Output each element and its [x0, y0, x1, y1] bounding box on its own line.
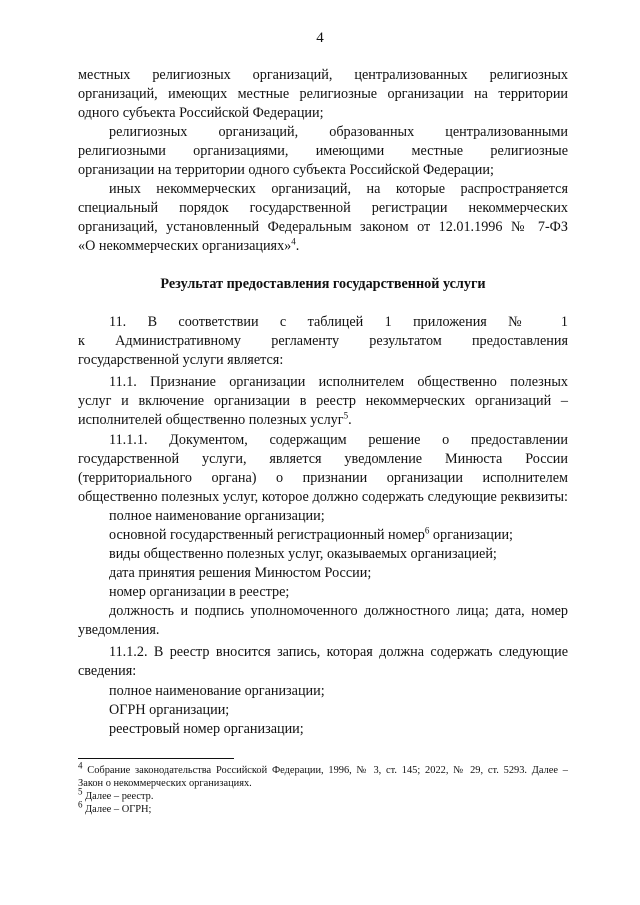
paragraph-line — [78, 199, 568, 218]
line-text: услуг и включение организации в реестр некоммерческих организаций – — [78, 393, 568, 409]
line-text: ОГРН организации; — [109, 702, 230, 718]
line-text: 11. В соответствии с таблицей 1 приложения № 1 — [109, 314, 568, 330]
line-text: (территориального органа) о признании организации исполнителем — [78, 470, 568, 486]
line-text: одного субъекта Российской Федерации; — [78, 105, 324, 121]
list-item — [109, 526, 568, 545]
footnote-text: Далее – ОГРН; — [82, 804, 152, 815]
line-text: реестровый номер организации; — [109, 721, 304, 737]
line-text: общественно полезных услуг, которое должно содержать следующие реквизиты: — [78, 489, 568, 505]
list-item — [109, 545, 568, 564]
paragraph-line — [78, 351, 568, 370]
paragraph-line — [78, 66, 568, 85]
footnote-ref: 6 — [424, 525, 430, 536]
paragraph-line — [109, 643, 568, 662]
list-item — [109, 720, 568, 739]
paragraph-line — [78, 450, 568, 469]
line-text: религиозных организаций, образованных централизованными — [109, 124, 568, 140]
paragraph-line — [78, 142, 568, 161]
line-text: государственной услуги является: — [78, 352, 284, 368]
list-item — [109, 564, 568, 583]
line-text: виды общественно полезных услуг, оказываемых организацией; — [109, 546, 497, 562]
line-text: уведомления. — [78, 622, 160, 638]
line-text: . — [348, 412, 352, 428]
paragraph-line — [78, 85, 568, 104]
line-text: сведения: — [78, 663, 137, 679]
line-text: полное наименование организации; — [109, 508, 325, 524]
line-text: исполнителей общественно полезных услуг — [78, 412, 344, 428]
paragraph-line — [78, 662, 568, 681]
line-text: организаций, имеющих местные религиозные организации на территории — [78, 86, 568, 102]
paragraph-line — [109, 431, 568, 450]
line-text: 11.1.2. В реестр вносится запись, которая должна содержать следующие — [109, 644, 568, 660]
footnote-ref: 5 — [343, 410, 349, 421]
paragraph-line — [78, 469, 568, 488]
line-text: номер организации в реестре; — [109, 584, 290, 600]
line-text: иных некоммерческих организаций, на которые распространяется — [109, 181, 568, 197]
paragraph-line — [78, 621, 568, 640]
line-text: специальный порядок государственной регистрации некоммерческих — [78, 200, 568, 216]
footnote-text: Закон о некоммерческих организациях. — [78, 778, 252, 789]
footnote-text: Собрание законодательства Российской Федерации, 1996, № 3, ст. 145; 2022, № 29, ст. 5293. Далее – — [82, 765, 568, 776]
paragraph-line — [78, 411, 568, 430]
paragraph-line — [78, 332, 568, 351]
list-item — [109, 682, 568, 701]
line-text: местных религиозных организаций, централизованных религиозных — [78, 67, 568, 83]
paragraph-line — [78, 161, 568, 180]
line-text: к Административному регламенту результатом предоставления — [78, 333, 568, 349]
list-item — [109, 507, 568, 526]
footnote — [78, 760, 568, 777]
paragraph-line — [78, 237, 568, 256]
footnote — [78, 786, 568, 803]
footnote-mark: 4 — [78, 760, 83, 771]
section-heading: Результат предоставления государственной услуги — [160, 276, 486, 292]
list-item — [109, 701, 568, 720]
line-text: «О некоммерческих организациях» — [78, 238, 292, 254]
page-number: 4 — [316, 30, 324, 46]
footnote — [78, 777, 568, 790]
paragraph-line — [78, 392, 568, 411]
paragraph-line — [78, 104, 568, 123]
line-text: организации на территории одного субъекта Российской Федерации; — [78, 162, 494, 178]
line-text: полное наименование организации; — [109, 683, 325, 699]
list-item — [109, 602, 568, 621]
paragraph-line — [78, 488, 568, 507]
line-text: . — [295, 238, 300, 254]
line-text: организации; — [429, 527, 514, 543]
line-text: должность и подпись уполномоченного должностного лица; дата, номер — [109, 603, 568, 619]
footnote-mark: 6 — [78, 799, 83, 810]
line-text: 11.1. Признание организации исполнителем общественно полезных — [109, 374, 568, 390]
line-text: 11.1.1. Документом, содержащим решение о предоставлении — [109, 432, 568, 448]
line-text: религиозными организациями, имеющими местные религиозные — [78, 143, 568, 159]
footnote-text: Далее – реестр. — [82, 791, 154, 802]
line-text: государственной услуги, является уведомление Минюста России — [78, 451, 568, 467]
footnote-mark: 5 — [78, 786, 83, 797]
paragraph-line — [109, 373, 568, 392]
paragraph-line — [109, 123, 568, 142]
paragraph-line — [109, 180, 568, 199]
line-text: основной государственный регистрационный номер — [109, 527, 425, 543]
footnote-ref: 4 — [291, 236, 296, 247]
footnote-divider — [78, 758, 234, 759]
line-text: организаций, установленный Федеральным законом от 12.01.1996 № 7-ФЗ — [78, 219, 568, 235]
list-item — [109, 583, 568, 602]
paragraph-line — [78, 218, 568, 237]
line-text: дата принятия решения Минюстом России; — [109, 565, 372, 581]
paragraph-line — [109, 313, 568, 332]
footnote — [78, 799, 568, 816]
